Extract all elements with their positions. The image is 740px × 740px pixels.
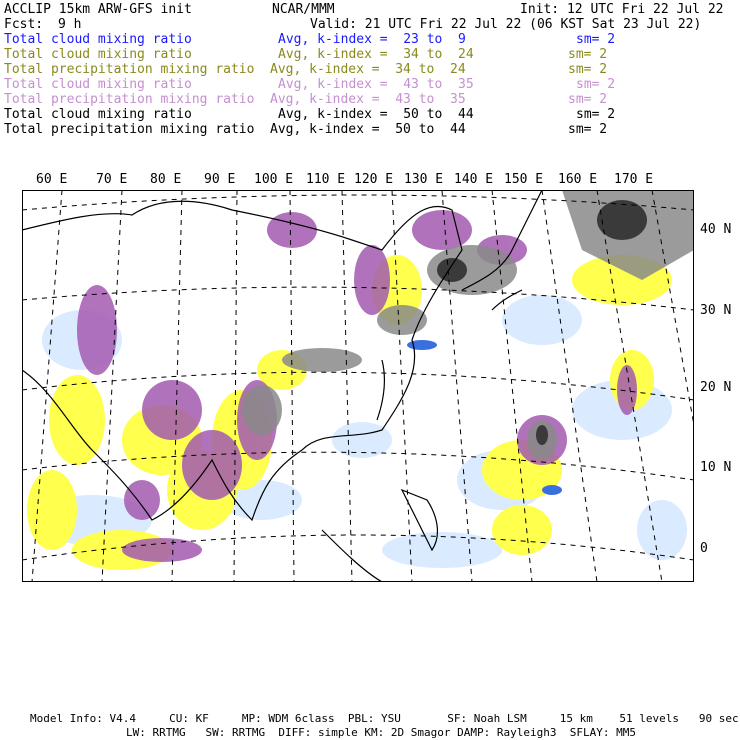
longitude-label: 60 E: [36, 172, 68, 187]
latitude-label: 30 N: [700, 303, 732, 318]
legend-sm: sm= 2: [568, 62, 608, 77]
forecast-map: [22, 190, 694, 582]
model-info-line: Model Info: V4.4 CU: KF MP: WDM 6class PBL: YSU SF: Noah LSM 15 km 51 levels 90 sec: [30, 712, 739, 725]
legend-field: Total precipitation mixing ratio: [4, 122, 255, 137]
legend-stat: Avg, k-index = 43 to 35: [278, 77, 474, 92]
model-physics-line: LW: RRTMG SW: RRTMG DIFF: simple KM: 2D Smagor DAMP: Rayleigh3 SFLAY: MM5: [126, 726, 636, 739]
legend-stat: Avg, k-index = 43 to 35: [270, 92, 466, 107]
init-time: Init: 12 UTC Fri 22 Jul 22: [520, 2, 724, 17]
longitude-label: 170 E: [614, 172, 654, 187]
longitude-label: 160 E: [558, 172, 598, 187]
longitude-label: 70 E: [96, 172, 128, 187]
latitude-label: 40 N: [700, 222, 732, 237]
legend-stat: Avg, k-index = 23 to 9: [278, 32, 466, 47]
longitude-label: 150 E: [504, 172, 544, 187]
longitude-label: 100 E: [254, 172, 294, 187]
latitude-label: 20 N: [700, 380, 732, 395]
legend-sm: sm= 2: [576, 107, 616, 122]
legend-stat: Avg, k-index = 34 to 24: [278, 47, 474, 62]
legend-stat: Avg, k-index = 34 to 24: [270, 62, 466, 77]
longitude-label: 80 E: [150, 172, 182, 187]
longitude-label: 120 E: [354, 172, 394, 187]
legend-field: Total precipitation mixing ratio: [4, 92, 255, 107]
forecast-hours: 9 h: [58, 17, 82, 32]
longitude-label: 140 E: [454, 172, 494, 187]
valid-time: Valid: 21 UTC Fri 22 Jul 22 (06 KST Sat 23 Jul 22): [310, 17, 702, 32]
legend-field: Total cloud mixing ratio: [4, 32, 192, 47]
legend-field: Total cloud mixing ratio: [4, 47, 192, 62]
longitude-label: 130 E: [404, 172, 444, 187]
legend-field: Total cloud mixing ratio: [4, 107, 192, 122]
longitude-label: 110 E: [306, 172, 346, 187]
latitude-label: 0: [700, 541, 708, 556]
legend-field: Total precipitation mixing ratio: [4, 62, 255, 77]
legend-sm: sm= 2: [576, 77, 616, 92]
organization: NCAR/MMM: [272, 2, 335, 17]
legend-sm: sm= 2: [568, 122, 608, 137]
longitude-label: 90 E: [204, 172, 236, 187]
legend-field: Total cloud mixing ratio: [4, 77, 192, 92]
legend-stat: Avg, k-index = 50 to 44: [278, 107, 474, 122]
model-title: ACCLIP 15km ARW-GFS init: [4, 2, 192, 17]
latitude-label: 10 N: [700, 460, 732, 475]
legend-sm: sm= 2: [568, 47, 608, 62]
forecast-label: Fcst:: [4, 17, 44, 32]
legend-sm: sm= 2: [568, 92, 608, 107]
legend-stat: Avg, k-index = 50 to 44: [270, 122, 466, 137]
legend-sm: sm= 2: [576, 32, 616, 47]
